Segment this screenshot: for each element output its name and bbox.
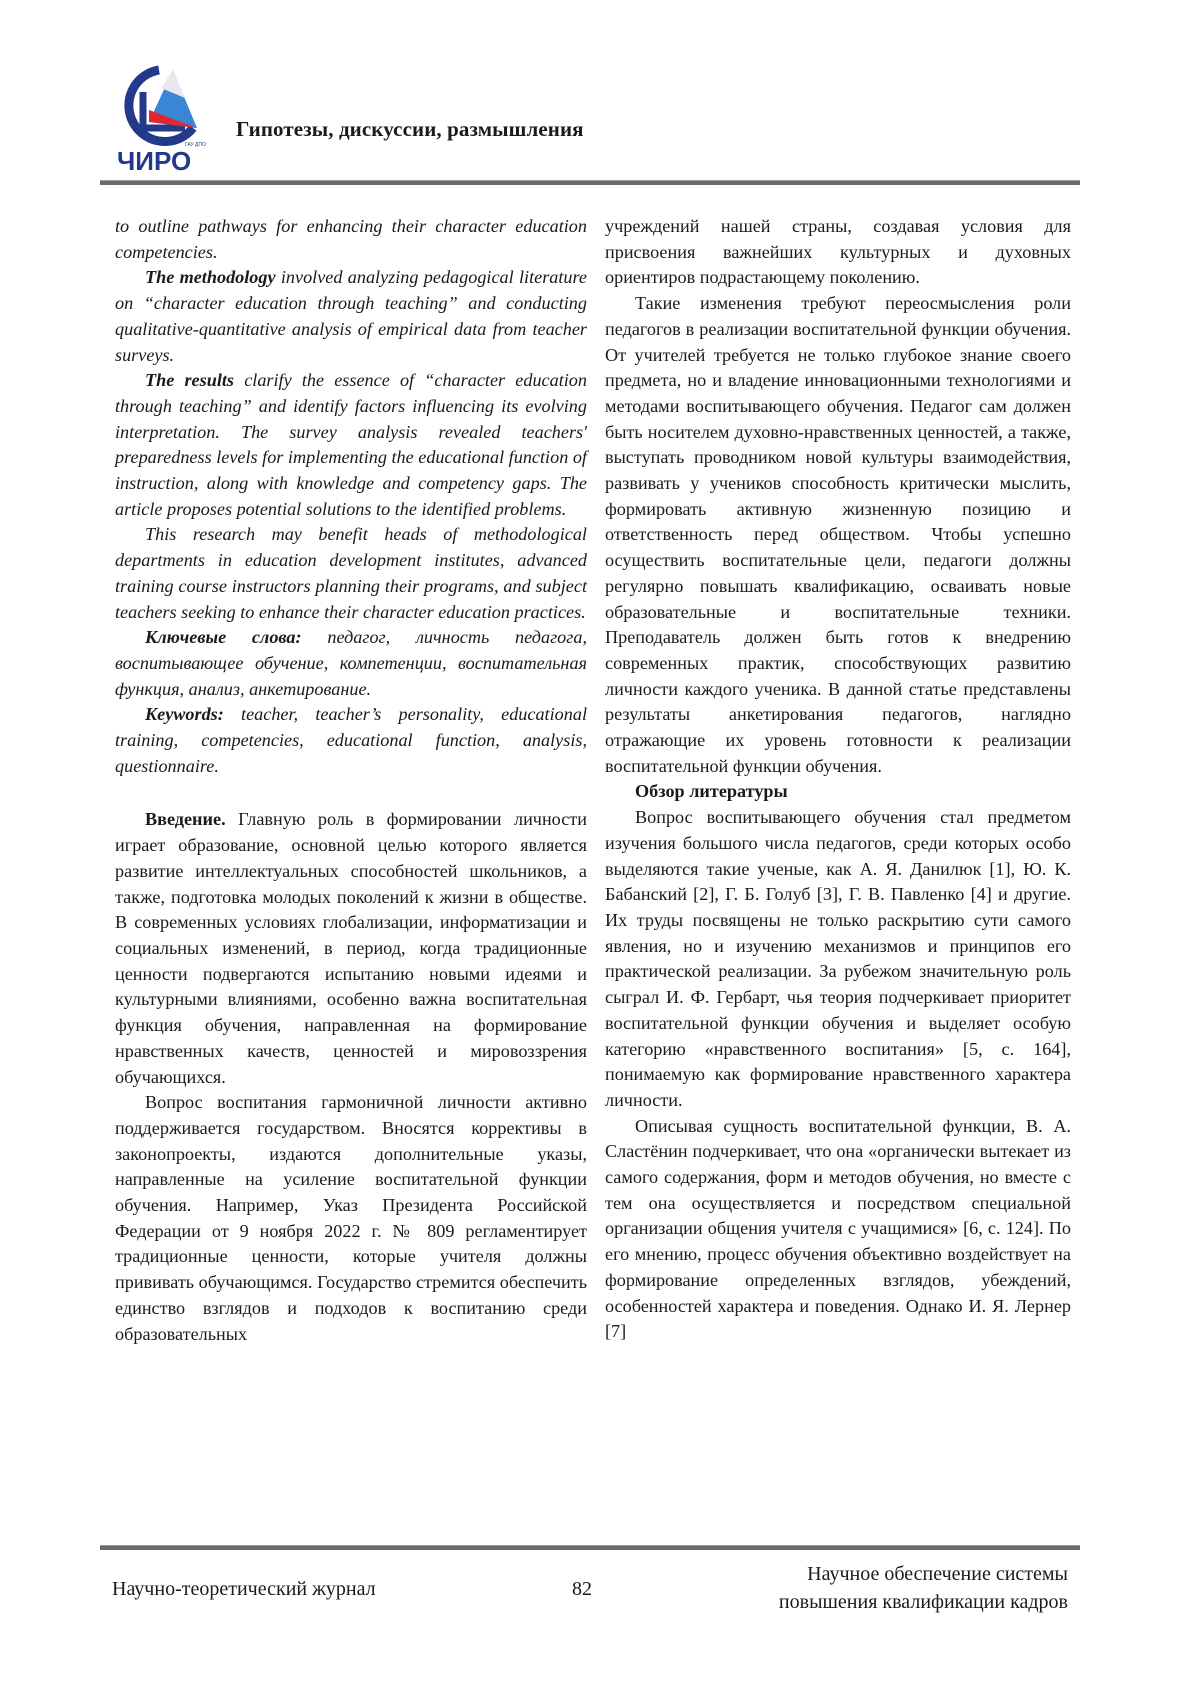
journal-title-line2: повышения квалификации кадров [778,1591,1068,1613]
state-paragraph: Вопрос воспитания гармоничной личности активно поддерживается государством. Вносятся коррективы в законопроекты, издаются дополнительные указы, направленные на усиление воспитательной функции обучения. Например, Указ Президента Российской Федерации от 9 ноября 2022 г. № 809 регламентирует традиционные ценности, которые учителя должны прививать обучающимся. Государство стремится обеспечить единство взглядов и подходов к воспитанию среди образовательных [115,1092,587,1344]
keywords-en-label: Keywords: [145,704,224,725]
keywords-ru-text: педагог, личность педагога, воспитывающее обучение, компетенции, воспитательная функция, анализ, анкетирование. [115,627,587,699]
intro-paragraph [115,807,587,1090]
journal-title [779,1560,1068,1616]
results-label: The results [145,370,235,391]
journal-type: Научно-теоретический журнал [112,1578,376,1600]
intro-text: Главную роль в формировании личности играет образование, основной целью которого является развитие интеллектуальных способностей школьников, а также, подготовка молодых поколений к жизни в обществе. В современных условиях глобализации, информатизации и социальных изменений, в период, когда традиционные ценности подвергаются испытанию новыми идеями и культурными влияниями, особенно важна воспитательная функция обучения, направленная на формирование нравственных качеств, ценностей и мировоззрения обучающихся. [115,809,587,1087]
methodology-label: The methodology [145,267,276,288]
results-text: clarify the essence of “character education through teaching” and identify factors influencing its evolving interpretation. The survey analysis revealed teachers' preparedness levels for implementing the educational function of instruction, along with knowledge and competency gaps. The article proposes potential solutions to the identified problems. [115,370,587,519]
results-paragraph [115,368,587,522]
slastenin-paragraph: Описывая сущность воспитательной функции, В. А. Сластёнин подчеркивает, что она «органически вытекает из самого содержания, форм и методов обучения, но вместе с тем она осуществляется и посредством специальной организации общения учителя с учащимися» [6, с. 124]. По его мнению, процесс обучения объективно воздействует на формирование определенных взглядов, убеждений, особенностей характера и поведения. Однако И. Я. Лернер [7] [605,1115,1071,1342]
changes-paragraph: Такие изменения требуют переосмысления роли педагогов в реализации воспитательной функции обучения. От учителей требуется не только глубокое знание своего предмета, но и владение инновационными технологиями и методами воспитывающего обучения. Педагог сам должен быть носителем духовно-нравственных ценностей, а также, выступать проводником новой культуры взаимодействия, развивать у учеников способность критически мыслить, формировать активную жизненную позицию и ответственность перед обществом. Чтобы успешно осуществить воспитательные цели, педагоги должны регулярно повышать квалификацию, осваивать новые образовательные и воспитательные техники. Преподаватель должен быть готов к внедрению современных практик, способствующих развитию личности каждого ученика. В данной статье представлены результаты анкетирования педагогов, наглядно отражающие их уровень готовности к реализации воспитательной функции обучения. [605,293,1071,776]
logo-text: ЧИРО [117,146,192,176]
keywords-en [115,702,587,779]
left-column [115,214,587,1347]
methodology-paragraph [115,265,587,368]
page-footer [100,1560,1080,1630]
keywords-ru [115,625,587,702]
keywords-ru-label: Ключевые слова: [145,627,302,648]
benefit-paragraph: This research may benefit heads of methodological departments in education development institutes, advanced training course instructors planning their programs, and subject teachers seeking to enhance their character education practices. [115,524,587,622]
review-heading: Обзор литературы [635,781,788,802]
logo-subtext: ГАУ ДПО [185,142,206,148]
continuation-paragraph: учреждений нашей страны, создавая условия для присвоения важнейших культурных и духовных ориентиров подрастающему поколению. [605,216,1071,288]
chiro-logo [115,62,215,177]
right-column [605,214,1071,1345]
logo-emblem-icon [115,62,215,177]
keywords-en-text: teacher, teacher’s personality, educational training, competencies, educational function, analysis, questionnaire. [115,704,587,776]
methodology-text: involved analyzing pedagogical literature on “character education through teaching” and conducting qualitative-quantitative analysis of empirical data from teacher surveys. [115,267,588,365]
abstract-end: to outline pathways for enhancing their character education competencies. [115,216,587,262]
review-paragraph: Вопрос воспитывающего обучения стал предметом изучения большого числа педагогов, среди которых особо выделяются такие ученые, как А. Я. Данилюк [1], Ю. К. Бабанский [2], Г. Б. Голуб [3], Г. В. Павленко [4] и другие. Их труды посвящены не только раскрытию сути самого явления, но и изучению механизмов и принципов его практической реализации. За рубежом значительную роль сыграл И. Ф. Гербарт, чья теория подчеркивает приоритет воспитательной функции обучения и выделяет особую категорию «нравственного воспитания» [5, с. 164], понимаемую как формирование нравственного характера личности. [605,807,1071,1110]
page-number: 82 [572,1578,592,1600]
page-header [105,62,1085,180]
footer-divider [100,1545,1080,1550]
section-title: Гипотезы, дискуссии, размышления [236,117,584,141]
header-divider [100,180,1080,185]
intro-label: Введение. [145,809,226,830]
journal-title-line1: Научное обеспечение системы [807,1563,1068,1585]
